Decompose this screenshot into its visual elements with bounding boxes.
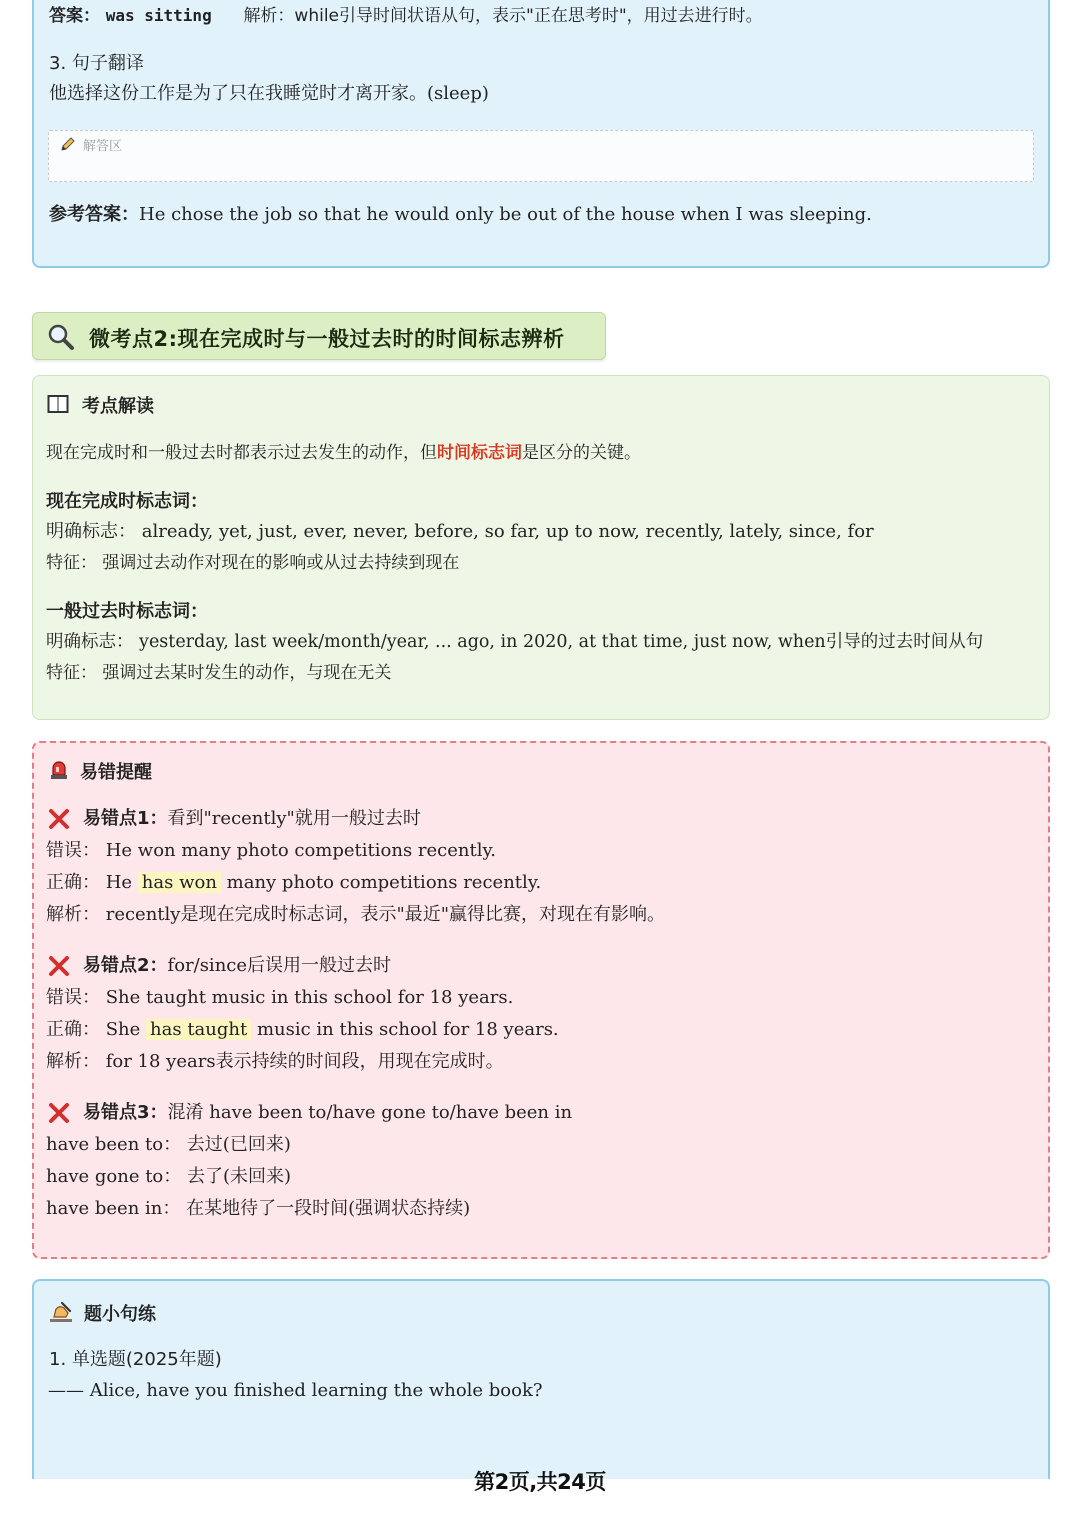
cross-icon	[48, 1102, 70, 1124]
page-number: 第2页,共24页	[474, 1470, 606, 1494]
present-perfect-title: 现在完成时标志词：	[46, 491, 208, 512]
reference-answer	[49, 203, 872, 227]
mistake-1-right-pre: 正确： He	[46, 872, 138, 893]
present-perfect-feature: 特征： 强调过去动作对现在的影响或从过去持续到现在	[46, 553, 460, 573]
practice-question-1-title: 1. 单选题(2025年题)	[49, 1349, 222, 1370]
mistake-3-heading	[83, 1101, 572, 1125]
mistake-3-line-2: have gone to： 去了(未回来)	[46, 1166, 292, 1187]
siren-icon	[48, 759, 70, 785]
mistake-1-heading	[83, 807, 421, 831]
intro-text-end: 是区分的关键。	[522, 443, 641, 463]
mistake-1-right-post: many photo competitions recently.	[220, 872, 542, 893]
book-icon	[47, 394, 69, 418]
mistake-1-wrong: 错误： He won many photo competitions recently.	[46, 840, 496, 861]
writing-hand-icon	[48, 1299, 74, 1327]
mistake-1-right	[46, 871, 541, 895]
mistake-3-desc: 混淆 have been to/have gone to/have been in	[167, 1102, 573, 1123]
answer-label: 答案：	[49, 6, 100, 26]
mistake-2-desc: for/since后误用一般过去时	[167, 955, 392, 976]
question-3-text: 他选择这份工作是为了只在我睡觉时才离开家。(sleep)	[49, 83, 489, 104]
magnifier-icon	[47, 323, 75, 355]
mistake-2-analysis: 解析： for 18 years表示持续的时间段，用现在完成时。	[46, 1051, 504, 1072]
mistake-1-analysis: 解析： recently是现在完成时标志词，表示"最近"赢得比赛，对现在有影响。	[46, 904, 666, 925]
pencil-icon	[59, 135, 77, 157]
simple-past-markers: 明确标志： yesterday, last week/month/year, ... ago, in 2020, at that time, just now, when引导的过去时间从句	[46, 632, 984, 652]
section-title-bar	[32, 312, 606, 360]
analysis-intro	[46, 441, 641, 465]
mistake-1-highlight: has won	[138, 872, 221, 893]
answer-value: was sitting	[105, 6, 212, 25]
mistake-3-line-1: have been to： 去过(已回来)	[46, 1134, 291, 1155]
reference-label: 参考答案：	[49, 204, 139, 225]
simple-past-title: 一般过去时标志词：	[46, 601, 208, 622]
mistake-3-title: 易错点3：	[83, 1102, 168, 1123]
analysis-header: 考点解读	[82, 396, 154, 417]
mistake-1-title: 易错点1：	[83, 808, 168, 829]
mistake-2-right-post: music in this school for 18 years.	[251, 1019, 559, 1040]
answer-line	[49, 4, 763, 28]
mistake-3-line-3: have been in： 在某地待了一段时间(强调状态持续)	[46, 1198, 471, 1219]
intro-text: 现在完成时和一般过去时都表示过去发生的动作，但	[46, 443, 437, 463]
cross-icon	[48, 955, 70, 977]
practice-header: 题小句练	[84, 1304, 156, 1325]
mistake-2-right	[46, 1018, 559, 1042]
practice-question-1-text: —— Alice, have you finished learning the whole book?	[48, 1380, 543, 1401]
answer-area[interactable]	[48, 130, 1034, 182]
answer-area-label: 解答区	[83, 139, 123, 154]
answer-analysis: 解析：while引导时间状语从句，表示"正在思考时"，用过去进行时。	[243, 6, 763, 26]
mistake-2-highlight: has taught	[146, 1019, 251, 1040]
intro-emphasis: 时间标志词	[437, 443, 522, 463]
section-title: 微考点2:现在完成时与一般过去时的时间标志辨析	[89, 327, 565, 351]
simple-past-feature: 特征： 强调过去某时发生的动作，与现在无关	[46, 663, 392, 683]
mistake-2-right-pre: 正确： She	[46, 1019, 147, 1040]
reference-text: He chose the job so that he would only be out of the house when I was sleeping.	[139, 204, 872, 225]
question-3-title: 3. 句子翻译	[49, 53, 144, 74]
cross-icon	[48, 808, 70, 830]
mistake-2-wrong: 错误： She taught music in this school for 18 years.	[46, 987, 514, 1008]
mistakes-header: 易错提醒	[80, 762, 152, 783]
mistake-2-heading	[83, 954, 391, 978]
present-perfect-markers: 明确标志： already, yet, just, ever, never, before, so far, up to now, recently, lately, since, for	[46, 521, 874, 542]
mistake-1-desc: 看到"recently"就用一般过去时	[167, 808, 421, 829]
mistake-2-title: 易错点2：	[83, 955, 168, 976]
